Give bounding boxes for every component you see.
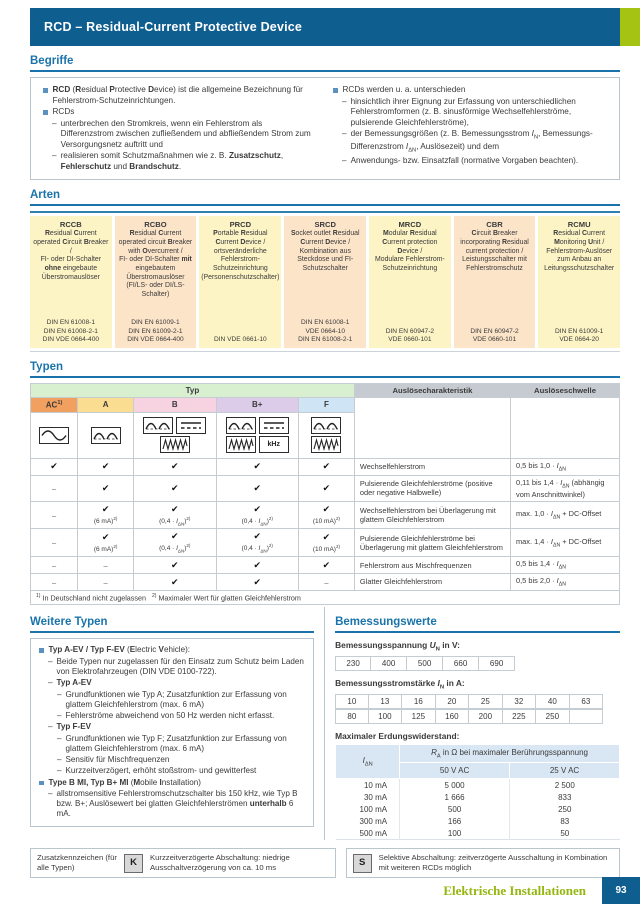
threshold-cell: 0,5 bis $1,4 \cdot I_{\Delta N}$ bbox=[511, 557, 620, 574]
arten-table bbox=[30, 211, 620, 352]
characteristic-cell: Pulsierende Gleichfehlerströme (positive oder negative Halbwelle) bbox=[354, 475, 510, 501]
section-heading-weitere-typen: Weitere Typen bbox=[30, 616, 314, 633]
badge-k-icon: K bbox=[124, 854, 143, 873]
erdung-subheader: 25 V AC bbox=[510, 763, 620, 779]
check-cell bbox=[78, 475, 134, 501]
erdung-cell: 100 mA bbox=[359, 804, 388, 814]
page-content bbox=[30, 55, 620, 878]
arten-abbr: MRCD bbox=[398, 220, 422, 229]
arten-abbr: RCBO bbox=[144, 220, 167, 229]
value-cell: 13 bbox=[369, 694, 403, 709]
arten-standards: DIN EN 60947-2 VDE 0660-101 bbox=[470, 327, 519, 343]
check-note: (6 mA)$^{2)}$ bbox=[93, 544, 118, 554]
erdung-cell: 2 500 bbox=[510, 779, 620, 792]
list-item bbox=[39, 789, 305, 820]
check-cell bbox=[78, 529, 134, 557]
characteristic-cell: Wechselfehlerstrom bbox=[354, 458, 510, 475]
dash-marker: – bbox=[57, 766, 62, 776]
check-cell bbox=[216, 475, 298, 501]
check-note: $(0,4 \cdot I_{\Delta N})^{2)}$ bbox=[241, 543, 273, 554]
characteristic-cell: Pulsierende Gleichfehlerströme bei Überlagerung mit glattem Gleichfehlerstrom bbox=[354, 529, 510, 557]
erdung-cell: 100 bbox=[400, 827, 510, 840]
dash-marker: – bbox=[57, 711, 62, 721]
weitere-typen-column bbox=[30, 607, 314, 840]
check-cell bbox=[31, 574, 78, 591]
typen-footnotes: $^{1)}$ In Deutschland nicht zugelassen $^{2)}$ Maximaler Wert für glatten Gleichfehlerstrom bbox=[31, 591, 620, 605]
erdung-subheader: 50 V AC bbox=[400, 763, 510, 779]
badge-s-icon: S bbox=[353, 854, 372, 873]
list-item bbox=[333, 85, 607, 96]
header-bar bbox=[30, 8, 620, 46]
value-cell: 230 bbox=[335, 656, 371, 671]
check-cell bbox=[134, 557, 216, 574]
list-item bbox=[43, 119, 317, 151]
arten-column-srcd bbox=[284, 216, 366, 348]
list-item-text: Beide Typen nur zugelassen für den Einsatz zum Schutz beim Laden von Elektrofahrzeugen (DIN VDE 0100-722). bbox=[56, 656, 304, 676]
erdung-cell: 5 000 bbox=[400, 779, 510, 792]
list-item bbox=[39, 690, 305, 711]
erdung-row bbox=[336, 827, 620, 840]
high-frequency-icon bbox=[160, 436, 190, 453]
dash-marker: – bbox=[57, 755, 62, 765]
value-cell: 80 bbox=[335, 709, 369, 724]
begriffe-box bbox=[30, 77, 620, 180]
list-item bbox=[333, 129, 607, 155]
ausloeseschwelle-header: Auslöseschwelle bbox=[511, 384, 620, 398]
weitere-typen-box bbox=[30, 638, 314, 826]
list-item bbox=[39, 657, 305, 678]
dash-marker: – bbox=[342, 155, 347, 165]
value-cell: 20 bbox=[436, 694, 470, 709]
erdung-col1-header: $I_{\Delta N}$ bbox=[336, 744, 400, 779]
value-cell: 690 bbox=[479, 656, 515, 671]
check-cell bbox=[134, 458, 216, 475]
characteristic-cell: Wechselfehlerstrom bei Überlagerung mit glattem Gleichfehlerstrom bbox=[354, 501, 510, 529]
empty-cell bbox=[354, 398, 510, 459]
dash-marker: – bbox=[48, 678, 53, 688]
check-cell bbox=[216, 574, 298, 591]
arten-description: Circuit Breaker incorporating Residual current protection / Leistungsschalter mit Fehlerstromschutz bbox=[460, 230, 529, 272]
arten-description: Portable Residual Current Device / ortsveränderliche Fehlerstrom-Schutzeinrichtung (Personenschutzschalter) bbox=[201, 230, 280, 281]
list-item-text: Anwendungs- bzw. Einsatzfall (normative Vorgaben beachten). bbox=[350, 155, 579, 165]
check-cell bbox=[216, 557, 298, 574]
list-item-text: Typ A-EV / Typ F-EV (Electric Vehicle): bbox=[48, 645, 191, 655]
value-strip bbox=[335, 694, 620, 709]
check-icon: ✔ bbox=[171, 559, 179, 570]
arten-abbr: RCCB bbox=[59, 220, 82, 229]
check-note: $(0,4 \cdot I_{\Delta N})^{2)}$ bbox=[241, 515, 273, 527]
list-item-text: Fehlerströme abweichend von 50 Hz werden nicht erfasst. bbox=[65, 711, 275, 721]
smooth-dc-icon bbox=[176, 417, 206, 434]
pulsating-dc-icon bbox=[311, 417, 341, 434]
bemessungsspannung-values bbox=[335, 656, 620, 671]
empty-cell bbox=[511, 398, 620, 459]
list-item-text: Grundfunktionen wie Typ F; Zusatzfunktion zur Erfassung von glattem Gleichfehlerstrom (max. 6 mA) bbox=[65, 733, 287, 753]
chapter-color-tab-icon bbox=[620, 8, 640, 46]
check-cell bbox=[78, 557, 134, 574]
type-symbols-ac bbox=[31, 412, 78, 458]
dash-icon: – bbox=[51, 538, 57, 548]
badge-k-description: Kurzzeitverzögerte Abschaltung: niedrige Ausschaltverzögerung von ca. 10 ms bbox=[150, 853, 290, 873]
page-title: RCD – Residual-Current Protective Device bbox=[44, 20, 303, 34]
check-icon: ✔ bbox=[171, 461, 179, 472]
dash-icon: – bbox=[51, 510, 57, 520]
erdung-cell: 300 mA bbox=[359, 816, 388, 826]
typen-table bbox=[30, 383, 620, 605]
dash-marker: – bbox=[57, 689, 62, 699]
threshold-cell: max. $1,4 \cdot I_{\Delta N}$ + DC-Offset bbox=[511, 529, 620, 557]
characteristic-cell: Glatter Gleichfehlerstrom bbox=[354, 574, 510, 591]
check-cell bbox=[134, 501, 216, 529]
list-item-text: hinsichtlich ihrer Eignung zur Erfassung von unterschiedlichen Fehlerstromformen (z. B. sinusförmige Wechselfehlerströme, pulsierende Gleichfehlerströme), bbox=[350, 96, 576, 127]
type-symbols-bplus bbox=[216, 412, 298, 458]
dash-icon: – bbox=[51, 577, 57, 587]
dash-icon: – bbox=[51, 483, 57, 493]
value-cell: 100 bbox=[369, 709, 403, 724]
list-item-text: Typ A-EV bbox=[56, 678, 92, 688]
check-cell bbox=[31, 557, 78, 574]
erdungswiderstand-table-inner bbox=[335, 744, 620, 841]
arten-column-rcmu bbox=[538, 216, 620, 348]
list-item-text: RCDs werden u. a. unterschieden bbox=[342, 85, 466, 94]
value-cell: 125 bbox=[402, 709, 436, 724]
arten-column-rcbo bbox=[115, 216, 197, 348]
value-cell: 250 bbox=[536, 709, 570, 724]
value-cell: 40 bbox=[536, 694, 570, 709]
check-cell bbox=[78, 458, 134, 475]
dash-marker: – bbox=[342, 129, 347, 138]
section-heading-typen: Typen bbox=[30, 361, 620, 378]
erdung-cell: 500 bbox=[400, 803, 510, 815]
dash-icon: – bbox=[103, 560, 108, 570]
erdung-cell: 30 mA bbox=[363, 792, 388, 802]
arten-column-cbr bbox=[454, 216, 536, 348]
erdung-row bbox=[336, 779, 620, 792]
pulsating-dc-icon bbox=[143, 417, 173, 434]
check-note: (10 mA)$^{2)}$ bbox=[312, 544, 341, 554]
bullet-square-icon bbox=[43, 110, 48, 115]
ausloesecharakteristik-header: Auslösecharakteristik bbox=[354, 384, 510, 398]
list-item bbox=[43, 151, 317, 172]
list-item bbox=[43, 107, 317, 118]
list-item bbox=[39, 678, 305, 688]
arten-description: Socket outlet Residual Current Device / Kombination aus Steckdose und FI-Schutzschalter bbox=[290, 230, 360, 272]
check-icon: ✔ bbox=[253, 531, 262, 542]
arten-standards: DIN VDE 0661-10 bbox=[213, 335, 267, 343]
check-cell bbox=[298, 501, 354, 529]
begriffe-left-column bbox=[35, 84, 325, 173]
khz-label: kHz bbox=[267, 441, 280, 449]
value-cell: 10 bbox=[335, 694, 369, 709]
pulsating-dc-icon bbox=[226, 417, 256, 434]
typ-header: Typ bbox=[31, 384, 355, 398]
page-header bbox=[30, 8, 640, 46]
bullet-square-icon bbox=[39, 781, 44, 786]
erdung-cell: 500 mA bbox=[359, 828, 388, 838]
check-cell bbox=[216, 529, 298, 557]
check-icon: ✔ bbox=[253, 461, 262, 472]
check-icon: ✔ bbox=[101, 532, 110, 542]
arten-description: Residual Current operated Circuit Breaker / FI- oder DI-Schalter ohne eingebaute Überstromauslöser bbox=[33, 230, 109, 281]
list-item-text: unterbrechen den Stromkreis, wenn ein Fehlerstrom als Differenzstrom zwischen zufließendem und abfließendem Strom zum Versorgungsnetz auftritt und bbox=[60, 118, 311, 149]
typen-table-inner bbox=[30, 383, 620, 605]
list-item-text: RCDs bbox=[52, 107, 75, 116]
list-item-text: realisieren somit Schutzmaßnahmen wie z. B. Zusatzschutz, Fehlerschutz und Brandschutz. bbox=[60, 151, 284, 171]
value-cell: 63 bbox=[570, 694, 604, 709]
list-item-text: RCD (Residual Protective Device) ist die allgemeine Bezeichnung für Fehlerstrom-Schutzeinrichtungen. bbox=[52, 85, 303, 105]
erdung-cell: 250 bbox=[510, 803, 620, 815]
arten-standards: DIN EN 61008-1 VDE 0664-10 DIN EN 61008-2-1 bbox=[298, 319, 353, 343]
arten-column-rccb bbox=[30, 216, 112, 348]
list-item bbox=[39, 755, 305, 765]
dash-icon: – bbox=[51, 560, 57, 570]
smooth-dc-icon bbox=[259, 417, 289, 434]
check-note: (6 mA)$^{2)}$ bbox=[93, 516, 118, 526]
check-icon: ✔ bbox=[171, 503, 179, 514]
value-cell bbox=[570, 709, 604, 724]
erdung-cell: 166 bbox=[400, 815, 510, 827]
value-strip bbox=[335, 656, 620, 671]
zusatzkennzeichen-row bbox=[30, 848, 620, 877]
check-icon: ✔ bbox=[322, 559, 331, 570]
check-cell bbox=[134, 529, 216, 557]
check-icon: ✔ bbox=[253, 482, 262, 493]
zusatzkennzeichen-right-box bbox=[346, 848, 620, 877]
check-icon: ✔ bbox=[322, 504, 331, 515]
threshold-cell: 0,11 bis $1,4 \cdot I_{\Delta N}$ (abhängig vom Anschnittwinkel) bbox=[511, 475, 620, 501]
check-icon: ✔ bbox=[322, 482, 331, 493]
arten-column-prcd bbox=[199, 216, 281, 348]
dash-marker: – bbox=[57, 733, 62, 743]
arten-description: Residual Current operated circuit Breaker with Overcurrent / FI- oder DI-Schalter mit eingebautem Überstromauslöser (FI/LS- oder DI/LS-Schalter) bbox=[118, 230, 193, 298]
value-cell: 500 bbox=[407, 656, 443, 671]
check-icon: ✔ bbox=[322, 461, 331, 472]
dash-marker: – bbox=[52, 151, 57, 160]
check-cell bbox=[298, 529, 354, 557]
list-item-text: der Bemessungsgrößen (z. B. Bemessungsstrom $I_N$, Bemessungs-Differenzstrom $I_{\Delta N}$, Auslösezeit) und dem bbox=[350, 129, 593, 154]
check-icon: ✔ bbox=[253, 503, 262, 514]
badge-s-description: Selektive Abschaltung: zeitverzögerte Ausschaltung in Kombination mit weiteren RCDs möglich bbox=[378, 853, 608, 873]
arten-standards: DIN EN 61008-1 DIN EN 61008-2-1 DIN VDE 0664-400 bbox=[42, 319, 100, 343]
list-item bbox=[39, 645, 305, 655]
arten-description: Residual Current Monitoring Unit / Fehlerstrom-Auslöser zum Anbau an Leitungsschutzschalter bbox=[544, 230, 615, 272]
chapter-label: Elektrische Installationen bbox=[443, 882, 586, 898]
bottom-columns bbox=[30, 607, 620, 840]
value-cell: 400 bbox=[371, 656, 407, 671]
arten-standards: DIN EN 60947-2 VDE 0660-101 bbox=[385, 327, 435, 343]
list-item bbox=[39, 711, 305, 721]
type-symbols-f bbox=[298, 412, 354, 458]
type-symbols-b bbox=[134, 412, 216, 458]
threshold-cell: 0,5 bis $2,0 \cdot I_{\Delta N}$ bbox=[511, 574, 620, 591]
list-item-text: Kurzzeitverzögert, erhöht stoßstrom- und gewitterfest bbox=[65, 766, 257, 776]
list-item-text: Typ F-EV bbox=[56, 722, 91, 732]
type-symbols-a bbox=[78, 412, 134, 458]
dash-marker: – bbox=[48, 722, 53, 732]
arten-standards: DIN EN 61009-1 VDE 0664-20 bbox=[554, 327, 604, 343]
check-icon: ✔ bbox=[101, 482, 110, 493]
list-item bbox=[333, 97, 607, 129]
erdung-row bbox=[336, 803, 620, 815]
type-letter-b: B bbox=[134, 398, 216, 413]
high-frequency-icon bbox=[226, 436, 256, 453]
check-cell bbox=[78, 574, 134, 591]
khz-icon bbox=[259, 436, 289, 453]
type-letter-f: F bbox=[298, 398, 354, 413]
value-cell: 32 bbox=[503, 694, 537, 709]
zusatzkennzeichen-label: Zusatzkennzeichen (für alle Typen) bbox=[37, 853, 117, 873]
arten-column-mrcd bbox=[369, 216, 451, 348]
check-cell bbox=[298, 557, 354, 574]
erdung-col2-header: $R_A$ in Ω bei maximaler Berührungsspannung bbox=[400, 744, 620, 763]
type-letter-ac: AC$^{1)}$ bbox=[31, 398, 78, 413]
check-icon: ✔ bbox=[50, 461, 58, 472]
dash-marker: – bbox=[48, 788, 53, 798]
dash-icon: – bbox=[324, 577, 329, 587]
value-cell: 25 bbox=[469, 694, 503, 709]
check-cell bbox=[298, 475, 354, 501]
page-footer bbox=[0, 877, 640, 904]
check-icon: ✔ bbox=[253, 559, 262, 570]
arten-standards: DIN EN 61009-1 DIN EN 61009-2-1 DIN VDE 0664-400 bbox=[127, 319, 184, 343]
bemessungsstrom-values bbox=[335, 694, 620, 724]
bemessungsstrom-label: Bemessungsstromstärke $I_N$ in A: bbox=[335, 678, 465, 691]
pulsating-dc-icon bbox=[91, 427, 121, 444]
bemessungsspannung-label: Bemessungsspannung $U_N$ in V: bbox=[335, 640, 460, 654]
value-cell: 200 bbox=[469, 709, 503, 724]
list-item bbox=[39, 722, 305, 732]
threshold-cell: 0,5 bis $1,0 \cdot I_{\Delta N}$ bbox=[511, 458, 620, 475]
erdung-cell: 1 666 bbox=[400, 791, 510, 803]
page-number: 93 bbox=[602, 877, 640, 904]
check-note: $(0,4 \cdot I_{\Delta N})^{2)}$ bbox=[159, 543, 191, 554]
list-item-text: Sensitiv für Mischfrequenzen bbox=[65, 755, 170, 765]
arten-abbr: RCMU bbox=[567, 220, 591, 229]
bemessungswerte-column bbox=[324, 607, 620, 840]
value-cell: 16 bbox=[402, 694, 436, 709]
check-cell bbox=[134, 475, 216, 501]
threshold-cell: max. $1,0 \cdot I_{\Delta N}$ + DC-Offset bbox=[511, 501, 620, 529]
section-heading-bemessungswerte: Bemessungswerte bbox=[335, 616, 620, 633]
arten-abbr: SRCD bbox=[314, 220, 336, 229]
begriffe-right-column bbox=[325, 84, 615, 173]
bullet-square-icon bbox=[43, 88, 48, 93]
list-item-text: Grundfunktionen wie Typ A; Zusatzfunktion zur Erfassung von glattem Gleichfehlerstrom (max. 6 mA) bbox=[65, 689, 287, 709]
erdung-cell: 10 mA bbox=[363, 780, 388, 790]
list-item bbox=[333, 156, 607, 167]
list-item bbox=[39, 766, 305, 776]
arten-abbr: CBR bbox=[486, 220, 503, 229]
check-cell bbox=[216, 458, 298, 475]
ac-sine-icon bbox=[39, 427, 69, 444]
value-cell: 160 bbox=[436, 709, 470, 724]
page bbox=[0, 8, 640, 898]
list-item-text: allstromsensitive Fehlerstromschutzschalter bis 150 kHz, wie Typ B bzw. B+; Auslösewert bei glatten Gleichfehlerströmen unterhalb 6 mA. bbox=[56, 788, 298, 819]
check-cell bbox=[31, 501, 78, 529]
arten-description: Modular Residual Current protection Device / Modulare Fehlerstrom-Schutzeinrichtung bbox=[375, 230, 445, 272]
value-strip bbox=[335, 709, 620, 724]
dash-marker: – bbox=[342, 96, 347, 106]
dash-marker: – bbox=[48, 656, 53, 666]
erdung-cell: 833 bbox=[510, 791, 620, 803]
erdung-row bbox=[336, 791, 620, 803]
bullet-square-icon bbox=[333, 88, 338, 93]
check-cell bbox=[78, 501, 134, 529]
erdungswiderstand-label: Maximaler Erdungswiderstand: bbox=[335, 730, 460, 741]
check-cell bbox=[31, 475, 78, 501]
check-cell bbox=[31, 529, 78, 557]
check-icon: ✔ bbox=[171, 576, 179, 587]
zusatzkennzeichen-left-box bbox=[30, 848, 336, 877]
check-icon: ✔ bbox=[171, 531, 179, 542]
characteristic-cell: Fehlerstrom aus Mischfrequenzen bbox=[354, 557, 510, 574]
section-heading-arten: Arten bbox=[30, 189, 620, 206]
high-frequency-icon bbox=[311, 436, 341, 453]
value-cell: 225 bbox=[503, 709, 537, 724]
check-cell bbox=[134, 574, 216, 591]
type-letter-a: A bbox=[78, 398, 134, 413]
check-icon: ✔ bbox=[101, 504, 110, 515]
list-item bbox=[39, 734, 305, 755]
erdung-row bbox=[336, 815, 620, 827]
check-icon: ✔ bbox=[101, 461, 110, 472]
section-heading-begriffe: Begriffe bbox=[30, 55, 620, 72]
type-letter-bplus: B+ bbox=[216, 398, 298, 413]
check-icon: ✔ bbox=[171, 482, 179, 493]
check-cell bbox=[298, 574, 354, 591]
erdungswiderstand-table bbox=[335, 744, 620, 841]
check-note: (10 mA)$^{2)}$ bbox=[312, 516, 341, 526]
erdung-cell: 83 bbox=[510, 815, 620, 827]
list-item bbox=[39, 778, 305, 788]
check-cell bbox=[216, 501, 298, 529]
dash-icon: – bbox=[103, 577, 108, 587]
list-item-text: Type B MI, Typ B+ MI (Mobile Installation) bbox=[48, 777, 201, 787]
dash-marker: – bbox=[52, 118, 57, 128]
arten-abbr: PRCD bbox=[229, 220, 252, 229]
check-icon: ✔ bbox=[253, 576, 262, 587]
erdung-cell: 50 bbox=[510, 827, 620, 840]
list-item bbox=[43, 85, 317, 106]
check-cell bbox=[31, 458, 78, 475]
check-icon: ✔ bbox=[322, 532, 331, 542]
value-cell: 660 bbox=[443, 656, 479, 671]
check-note: $(0,4 \cdot I_{\Delta N})^{2)}$ bbox=[159, 515, 191, 527]
bullet-square-icon bbox=[39, 648, 44, 653]
check-cell bbox=[298, 458, 354, 475]
